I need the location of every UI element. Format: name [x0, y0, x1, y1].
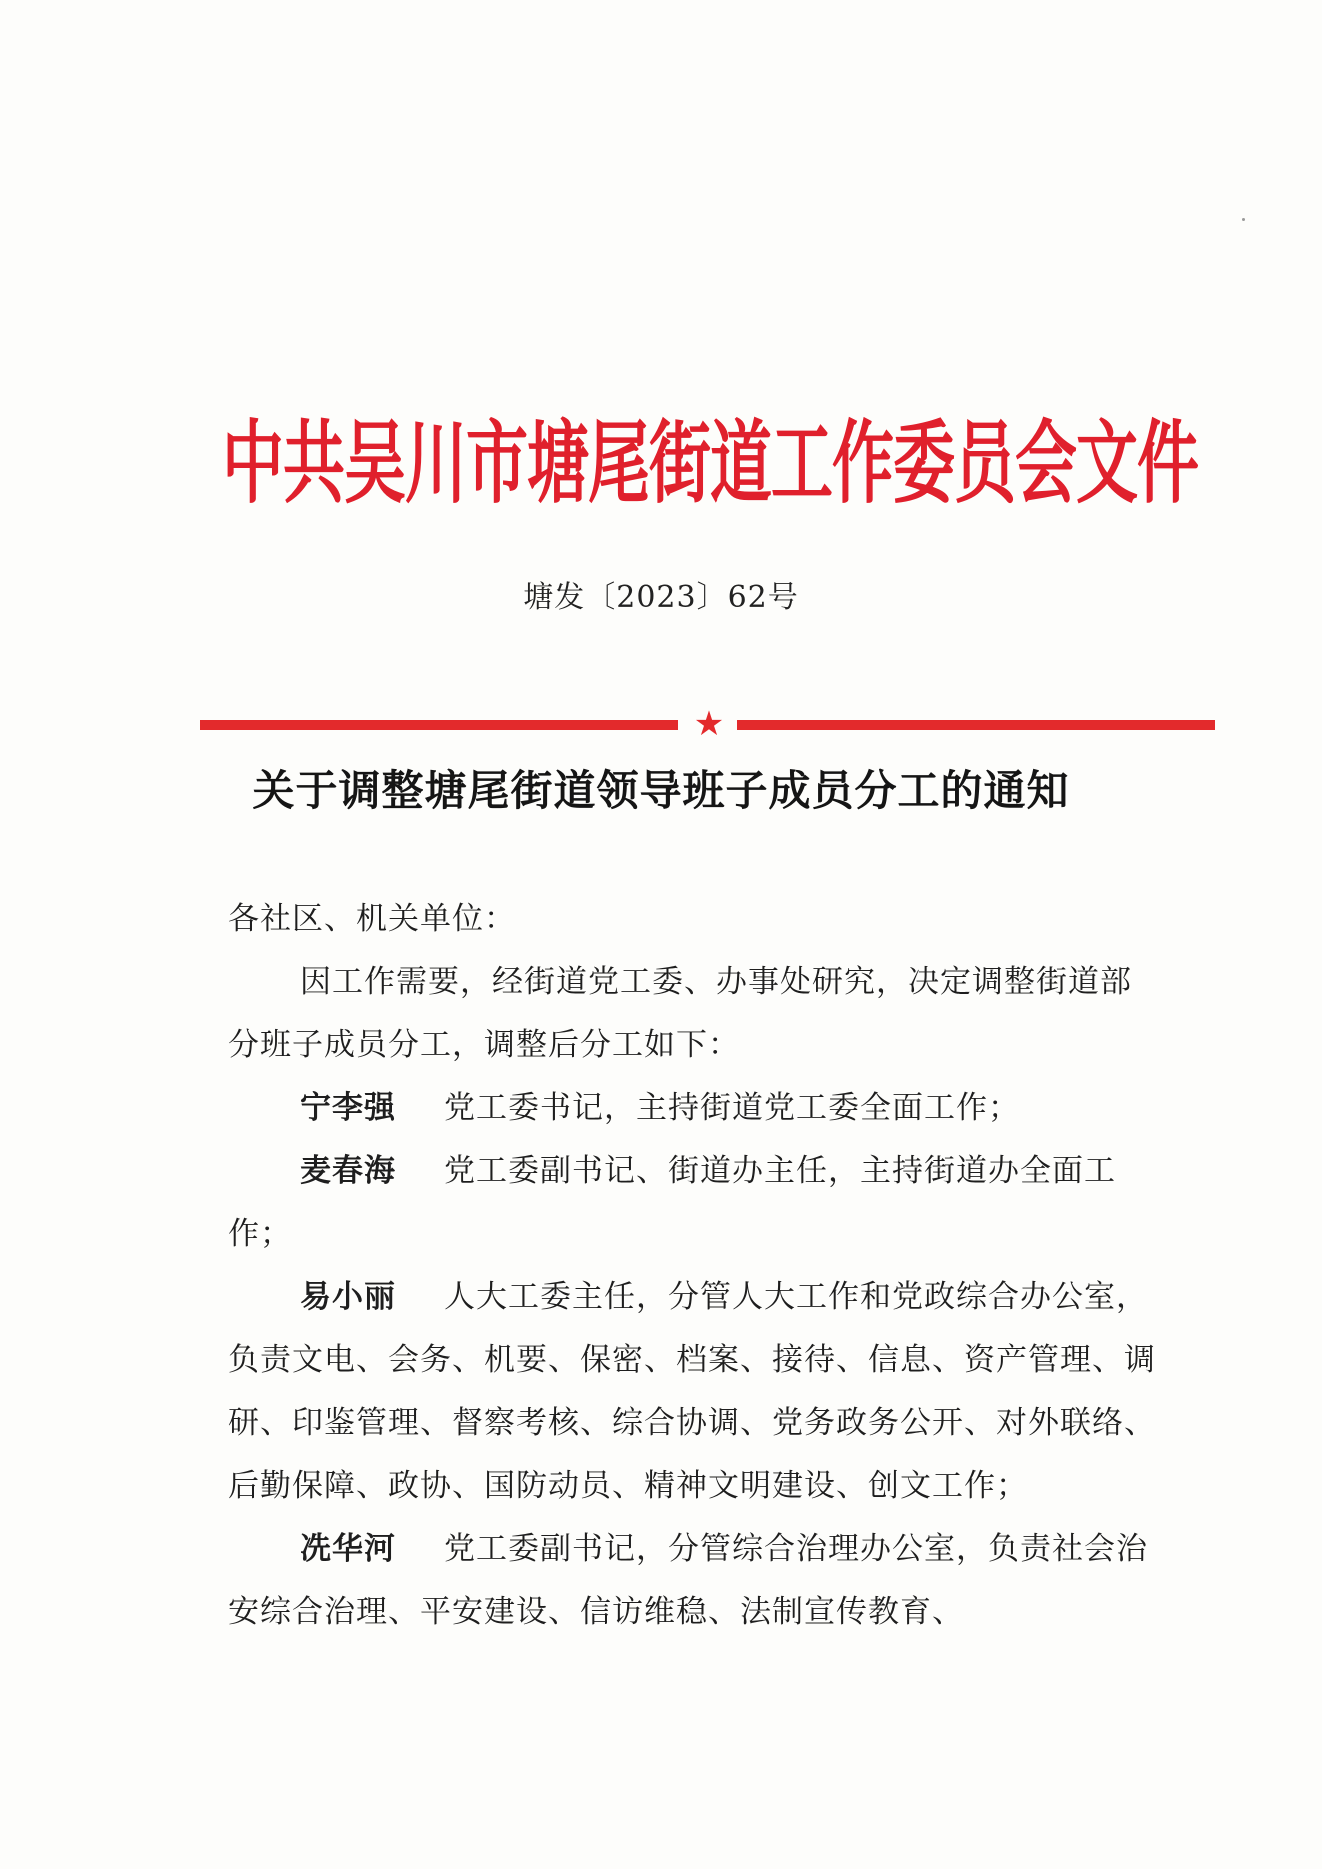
- divider-bar-right: [737, 720, 1215, 730]
- person-duties: 人大工委主任，分管人大工作和党政综合办公室，负责文电、会务、机要、保密、档案、接待、信息、资产管理、调研、印鉴管理、督察考核、综合协调、党务政务公开、对外联络、后勤保障、政协、国防动员、精神文明建设、创文工作；: [228, 1279, 1156, 1504]
- notice-body: [228, 888, 1158, 1644]
- salutation: 各社区、机关单位：: [228, 901, 516, 937]
- person-duties: 党工委副书记，分管综合治理办公室，负责社会治安综合治理、平安建设、信访维稳、法制宣传教育、: [228, 1531, 1148, 1630]
- assignment-item: [228, 1077, 1158, 1140]
- red-masthead-title: 中共吴川市塘尾街道工作委员会文件: [222, 409, 1199, 516]
- person-name: 冼华河: [300, 1531, 396, 1567]
- person-name: 麦春海: [300, 1153, 396, 1189]
- assignment-item: [228, 1266, 1158, 1518]
- document-number: 塘发〔2023〕62号: [523, 580, 799, 615]
- person-duties: 党工委副书记、街道办主任，主持街道办全面工作；: [228, 1153, 1116, 1252]
- person-name: 易小丽: [300, 1279, 396, 1315]
- scan-speck: [1242, 218, 1245, 221]
- divider-bar-left: [200, 720, 678, 730]
- person-name: 宁李强: [300, 1090, 396, 1126]
- star-icon: ★: [693, 704, 725, 744]
- intro-paragraph: 因工作需要，经街道党工委、办事处研究，决定调整街道部分班子成员分工，调整后分工如下：: [228, 964, 1132, 1063]
- red-divider: [200, 704, 1215, 744]
- person-duties: 党工委书记，主持街道党工委全面工作；: [444, 1090, 1020, 1126]
- assignment-item: [228, 1140, 1158, 1266]
- notice-title: 关于调整塘尾街道领导班子成员分工的通知: [252, 766, 1070, 815]
- assignment-item: [228, 1518, 1158, 1644]
